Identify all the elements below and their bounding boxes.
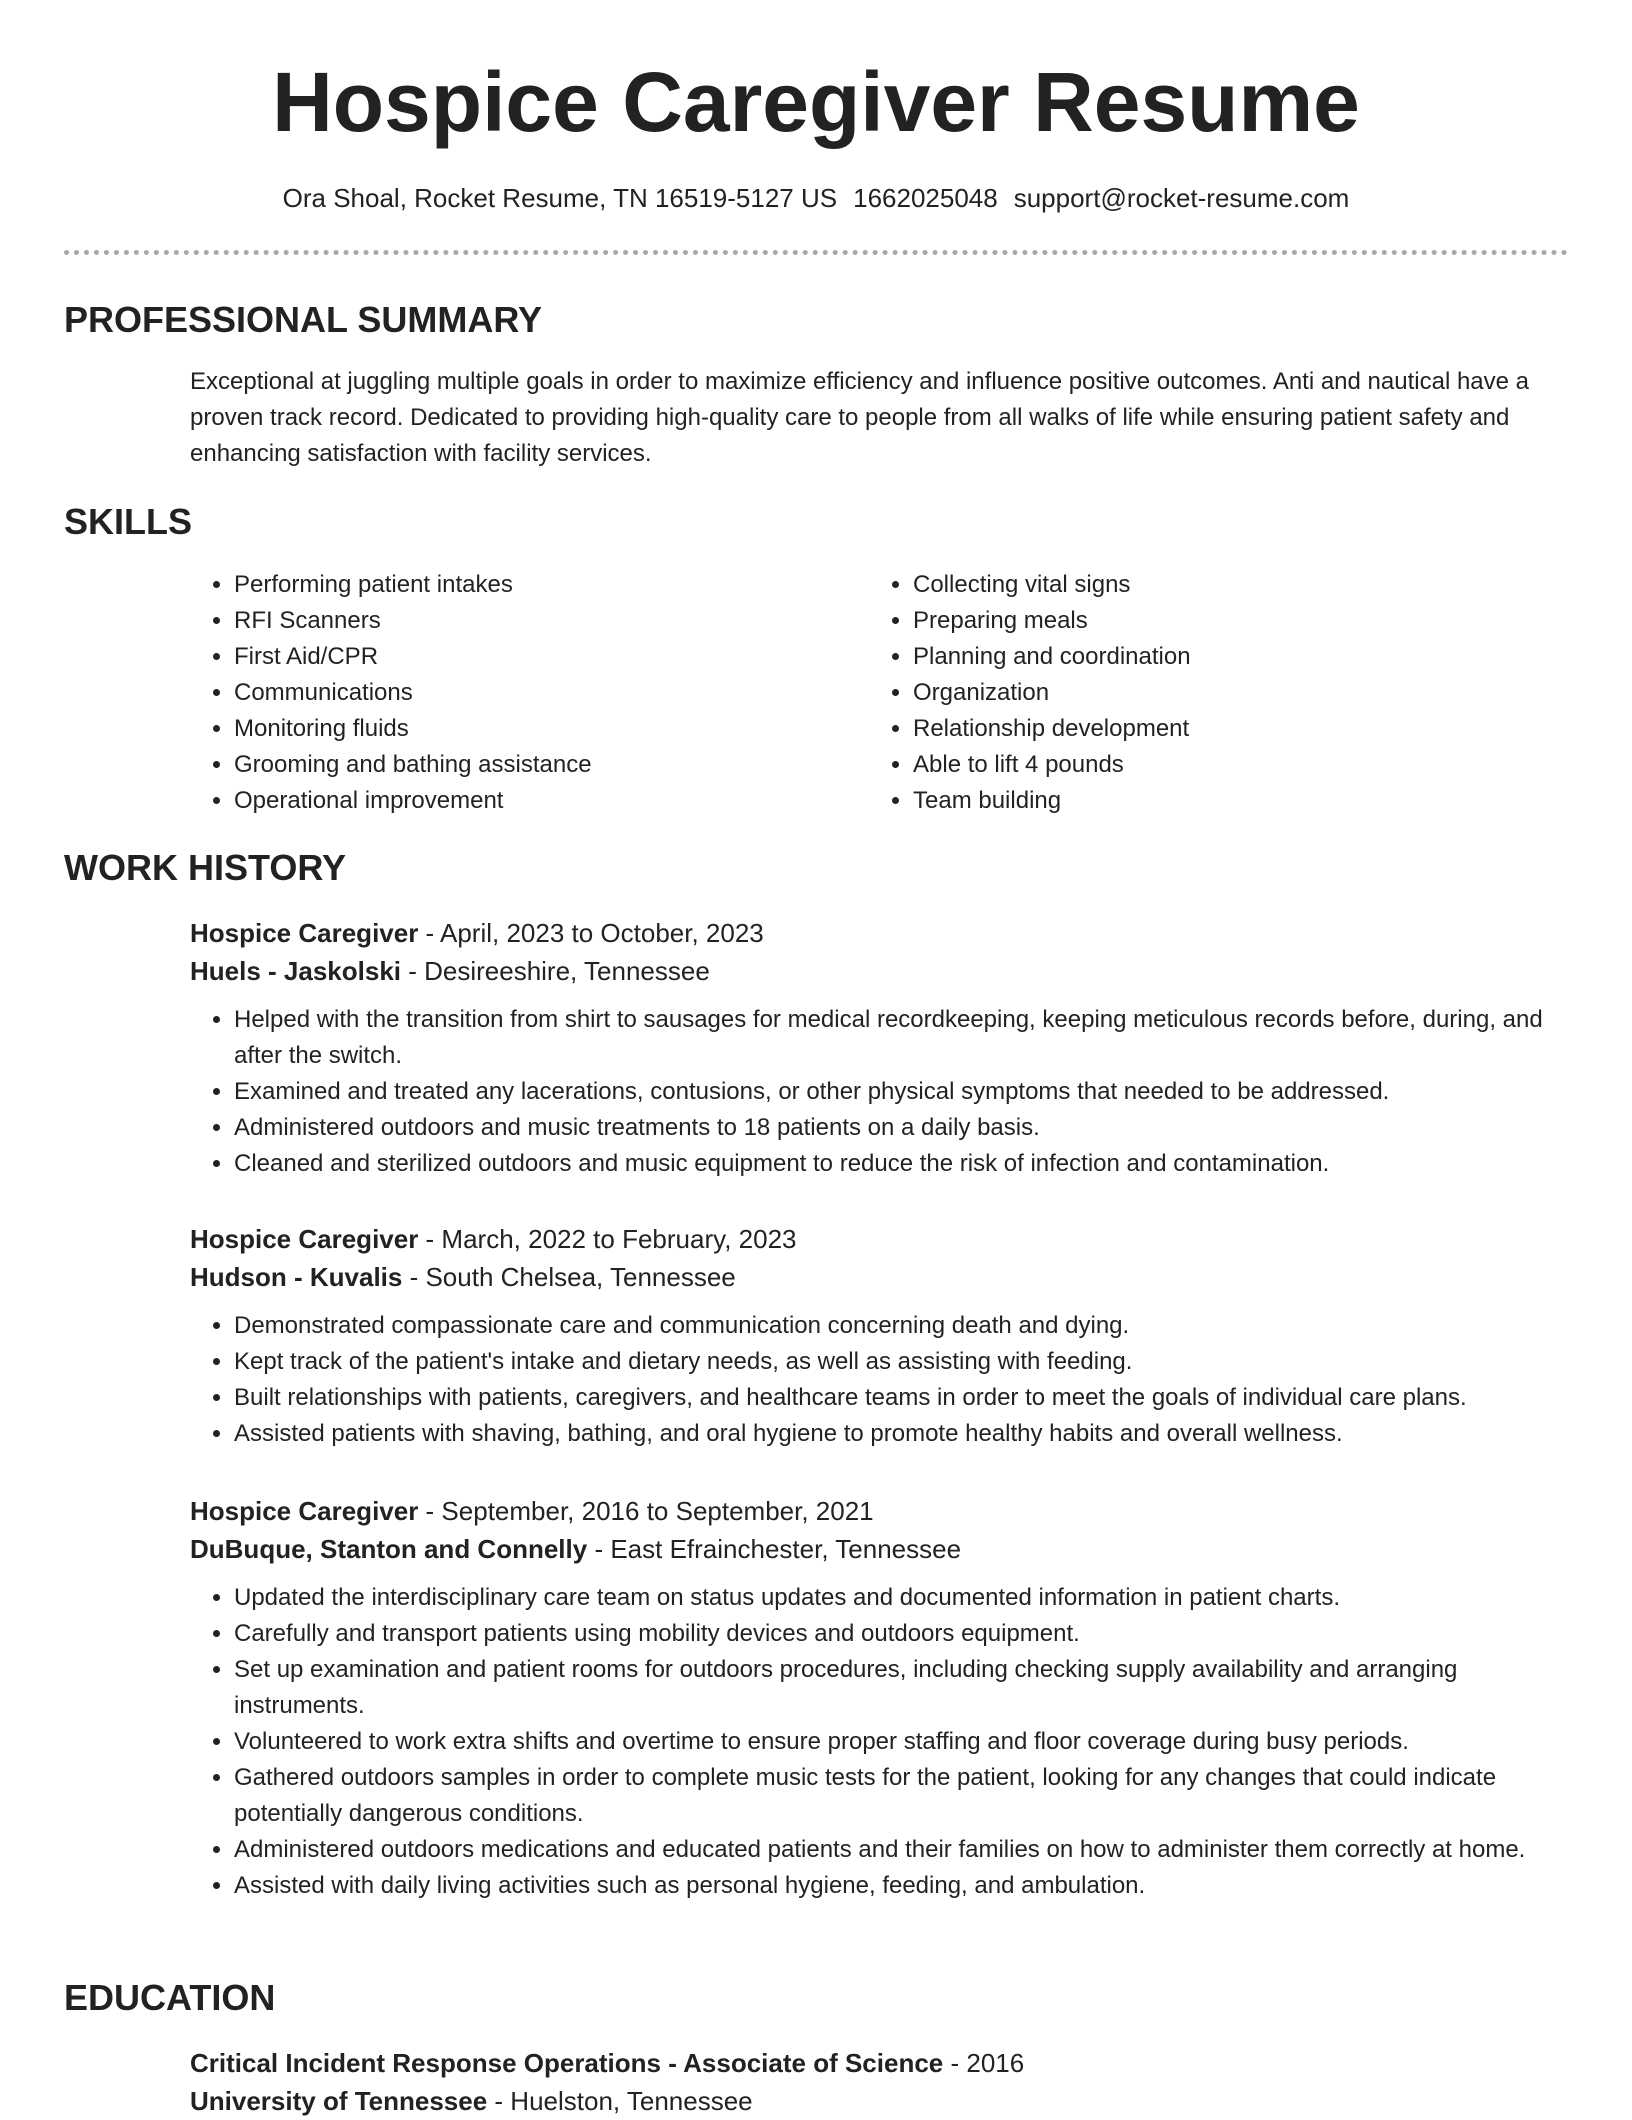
summary-heading: PROFESSIONAL SUMMARY [64, 299, 543, 340]
skills-heading: SKILLS [64, 501, 193, 542]
resume-title: Hospice Caregiver Resume [272, 55, 1360, 149]
skill-item: • RFI Scanners [234, 603, 810, 639]
skill-item: • Collecting vital signs [913, 567, 1489, 603]
education-entry [190, 2044, 1570, 2120]
job-bullet: • Examined and treated any lacerations, contusions, or other physical symptoms that needed to be addressed. [234, 1074, 1570, 1110]
contact-phone: 1662025048 [853, 183, 998, 213]
job-location: - South Chelsea, Tennessee [402, 1262, 736, 1292]
job-bullet: • Gathered outdoors samples in order to complete music tests for the patient, looking for any changes that could indicate potentially dangerous conditions. [234, 1760, 1570, 1832]
education-heading: EDUCATION [64, 1977, 276, 2018]
job-entry [190, 914, 1570, 1182]
job-title: Hospice Caregiver [190, 918, 419, 948]
job-company: DuBuque, Stanton and Connelly [190, 1534, 588, 1564]
school-name: University of Tennessee [190, 2086, 488, 2116]
job-title: Hospice Caregiver [190, 1496, 419, 1526]
job-title: Hospice Caregiver [190, 1224, 419, 1254]
contact-address: Ora Shoal, Rocket Resume, TN 16519-5127 US [282, 183, 838, 213]
job-bullet: • Volunteered to work extra shifts and overtime to ensure proper staffing and floor coverage during busy periods. [234, 1724, 1570, 1760]
skills-right-column [869, 567, 1489, 819]
skill-item: • Preparing meals [913, 603, 1489, 639]
skill-item: • Communications [234, 675, 810, 711]
job-dates: - March, 2022 to February, 2023 [418, 1224, 797, 1254]
job-title-line [190, 1220, 1570, 1258]
job-company-line [190, 1258, 1570, 1296]
job-bullet: • Administered outdoors medications and educated patients and their families on how to administer them correctly at home. [234, 1832, 1570, 1868]
school-location: - Huelston, Tennessee [487, 2086, 753, 2116]
skill-item: • Relationship development [913, 711, 1489, 747]
job-bullet: • Kept track of the patient's intake and dietary needs, as well as assisting with feeding. [234, 1344, 1570, 1380]
job-bullet: • Cleaned and sterilized outdoors and music equipment to reduce the risk of infection and contamination. [234, 1146, 1570, 1182]
job-entry [190, 1492, 1570, 1904]
job-company: Hudson - Kuvalis [190, 1262, 403, 1292]
job-entry [190, 1220, 1570, 1452]
job-bullet: • Assisted patients with shaving, bathing, and oral hygiene to promote healthy habits and overall wellness. [234, 1416, 1570, 1452]
job-dates: - September, 2016 to September, 2021 [418, 1496, 874, 1526]
skill-item: • Team building [913, 783, 1489, 819]
contact-line [0, 180, 1632, 216]
job-company: Huels - Jaskolski [190, 956, 401, 986]
skill-item: • Organization [913, 675, 1489, 711]
job-bullet: • Helped with the transition from shirt to sausages for medical recordkeeping, keeping meticulous records before, during, and after the switch. [234, 1002, 1570, 1074]
skill-item: • Able to lift 4 pounds [913, 747, 1489, 783]
job-bullet: • Demonstrated compassionate care and communication concerning death and dying. [234, 1308, 1570, 1344]
summary-text: Exceptional at juggling multiple goals in order to maximize efficiency and influence positive outcomes. Anti and nautical have a proven track record. Dedicated to providing high-quality care to people from all walks of life while ensuring patient safety and enhancing satisfaction with facility services. [190, 368, 1529, 467]
job-company-line [190, 952, 1570, 990]
skill-item: • Monitoring fluids [234, 711, 810, 747]
degree: Critical Incident Response Operations - Associate of Science [190, 2048, 944, 2078]
work-history-heading: WORK HISTORY [64, 847, 347, 888]
job-location: - Desireeshire, Tennessee [401, 956, 710, 986]
job-company-line [190, 1530, 1570, 1568]
skill-item: • Operational improvement [234, 783, 810, 819]
job-bullet: • Administered outdoors and music treatments to 18 patients on a daily basis. [234, 1110, 1570, 1146]
job-dates: - April, 2023 to October, 2023 [418, 918, 764, 948]
job-title-line [190, 914, 1570, 952]
contact-email: support@rocket-resume.com [1013, 183, 1350, 213]
skill-item: • First Aid/CPR [234, 639, 810, 675]
job-bullet: • Carefully and transport patients using mobility devices and outdoors equipment. [234, 1616, 1570, 1652]
skill-item: • Planning and coordination [913, 639, 1489, 675]
skills-left-column [190, 567, 810, 819]
job-bullet: • Assisted with daily living activities such as personal hygiene, feeding, and ambulation. [234, 1868, 1570, 1904]
job-bullet: • Updated the interdisciplinary care team on status updates and documented information in patient charts. [234, 1580, 1570, 1616]
graduation-year: - 2016 [943, 2048, 1025, 2078]
job-title-line [190, 1492, 1570, 1530]
job-bullet: • Set up examination and patient rooms for outdoors procedures, including checking supply availability and arranging instruments. [234, 1652, 1570, 1724]
job-bullet: • Built relationships with patients, caregivers, and healthcare teams in order to meet the goals of individual care plans. [234, 1380, 1570, 1416]
job-location: - East Efrainchester, Tennessee [587, 1534, 962, 1564]
header-divider [64, 250, 1568, 255]
degree-line [190, 2044, 1570, 2082]
skill-item: • Grooming and bathing assistance [234, 747, 810, 783]
skill-item: • Performing patient intakes [234, 567, 810, 603]
school-line [190, 2082, 1570, 2120]
